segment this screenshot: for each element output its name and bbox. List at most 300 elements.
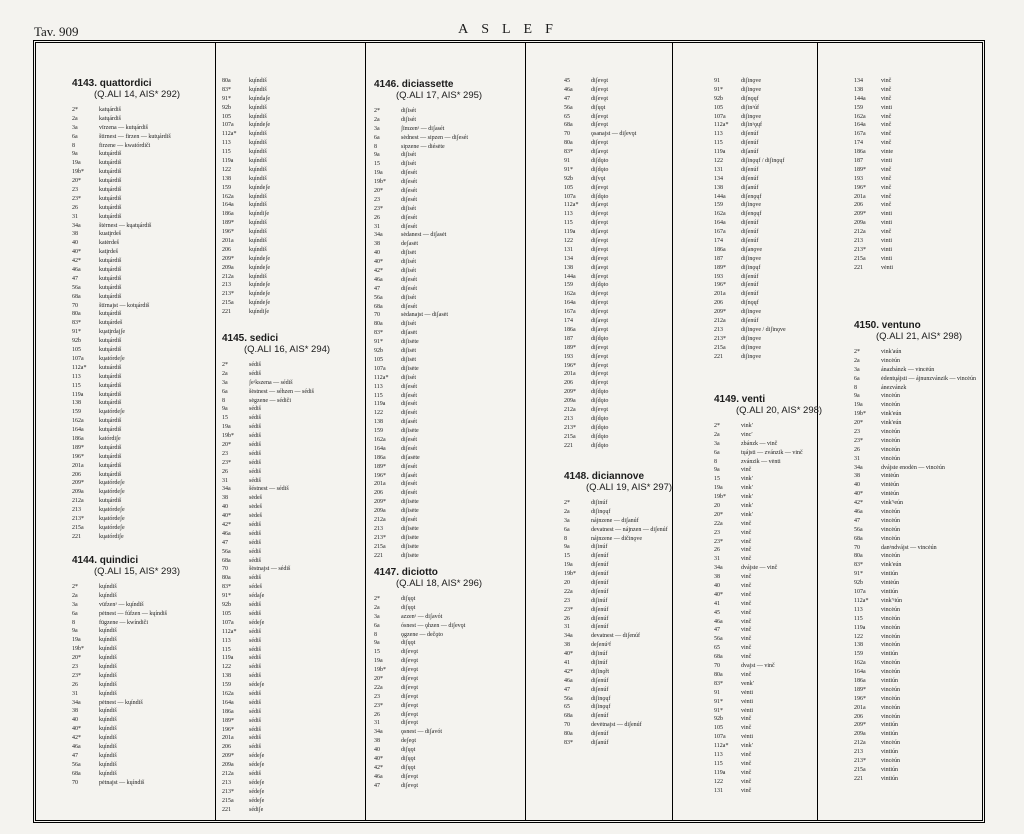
dialect-form: kutųárdeš [99,320,123,327]
entry-row [564,641,704,650]
dialect-form: diʃinǫųf [741,264,761,271]
locality-code: 91* [564,166,573,173]
entry-row [854,184,1016,193]
dialect-form: diʃavǫt [591,229,608,236]
dialect-form: diʃesét [401,179,417,186]
entry-row [564,650,704,659]
entry-row [72,257,194,266]
locality-code: 105 [714,725,723,732]
dialect-form: kųíndiš [99,628,117,635]
entry-row [222,175,340,184]
dialect-form: diʃinǫve / diʃinǫve [741,326,786,333]
dialect-form: vinte [881,149,893,156]
dialect-form: vintiún [881,731,899,738]
entry-row [222,255,340,264]
entry-row [222,193,340,202]
locality-code: 105 [564,184,573,191]
entry-row [714,440,822,449]
locality-code: 215a [564,433,576,440]
entry-row [564,77,704,86]
locality-code: 9a [374,640,380,647]
entry-row [72,204,194,213]
dialect-form: kųíndiš [249,149,267,156]
dialect-form: sédiš [249,637,261,644]
dialect-form: diʃųǫt [401,747,416,754]
entry-row [854,130,1016,139]
dialect-form: vink'eún [881,420,902,427]
locality-code: 186a [854,149,866,156]
entry-row [374,480,518,489]
dialect-form: vinč [741,574,752,581]
entry-row [222,104,340,113]
locality-code: 8 [72,142,75,149]
entry-row [374,320,518,329]
locality-code: 45 [564,78,570,84]
locality-code: 159 [222,682,231,689]
entry-row [222,219,340,228]
dialect-form: kutųárdiš [99,444,122,451]
entry-row [72,497,194,506]
locality-code: 209a [854,220,866,227]
entry-row [72,462,194,471]
locality-code: 159 [854,651,863,658]
locality-code: 189* [222,220,234,227]
entry-row [854,357,1016,366]
dialect-form: diʃenúf [591,624,609,631]
entry-row [564,517,704,526]
locality-code: 3a [222,379,228,386]
dialect-form: ǫsanajst — diʃevǫt [591,131,637,138]
locality-code: 189* [854,686,866,693]
locality-code: 196* [222,229,234,236]
entry-row [72,391,194,400]
entry-row [72,302,194,311]
entry-row [714,335,822,344]
entry-row [854,552,1016,561]
locality-code: 20* [72,655,81,662]
locality-code: 162a [564,291,576,298]
locality-code: 162a [714,211,726,218]
locality-code: 167a [564,309,576,316]
locality-code: 212a [854,740,866,747]
locality-code: 105 [222,610,231,617]
locality-code: 70 [72,779,78,786]
entry-row [564,264,704,273]
locality-code: 34a [854,464,863,471]
section-reference: (Q.ALI 14, AIS* 292) [94,89,181,100]
entry-row [564,508,704,517]
map-section [72,78,194,542]
locality-code: 42* [72,258,81,265]
locality-code: 68a [714,654,723,661]
dialect-form: vinkʹ [741,743,753,750]
locality-code: 80a [854,553,863,560]
dialect-form: diʃenúf [591,686,609,693]
locality-code: 162a [72,418,84,425]
dialect-form: vinč [741,467,752,474]
entry-row [564,113,704,122]
entry-row [714,299,822,308]
dialect-form: diʃesét [401,445,417,452]
entry-row [564,588,704,597]
entry-row [854,419,1016,428]
locality-code: 2* [854,349,860,355]
locality-code: 209* [714,309,726,316]
entry-row [72,186,194,195]
dialect-form: diʃenúf [741,238,759,245]
entry-row [714,787,822,796]
column-divider [365,43,366,820]
entry-row [222,148,340,157]
entry-row [714,86,822,95]
locality-code: 112a* [564,202,579,209]
dialect-form: diʃesét [401,170,417,177]
entry-row [72,346,194,355]
locality-code: 2* [374,596,380,602]
locality-code: 3a [714,440,720,447]
locality-code: 6a [72,610,78,617]
locality-code: 23* [72,672,81,679]
dialect-form: kųatórdiʃe [99,533,124,540]
locality-code: 80a [72,311,81,318]
entry-row [854,201,1016,210]
dialect-form: diʃisét [401,294,416,301]
dialect-form: diʃisét [401,108,416,114]
locality-code: 19a [714,485,723,492]
entry-row [374,604,518,613]
dialect-form: kųíndiš [249,193,267,200]
locality-code: 131 [564,246,573,253]
entry-row [72,222,194,231]
dialect-form: vinč [881,86,892,93]
locality-code: 40* [222,513,231,520]
entry-row [374,311,518,320]
locality-code: 215a [374,543,386,550]
entry-row [222,361,340,370]
locality-code: 113 [72,373,81,380]
locality-code: 19a [72,637,81,644]
entry-row [854,210,1016,219]
dialect-form: diʃasét [401,472,417,479]
entry-row [72,779,194,788]
locality-code: 56a [714,636,723,643]
map-section [714,77,822,362]
locality-code: 15 [374,161,380,168]
locality-code: 20* [222,442,231,449]
locality-code: 213 [854,749,863,756]
entry-row [714,77,822,86]
entry-row [374,347,518,356]
locality-code: 20* [374,188,383,195]
entry-row [72,672,194,681]
dialect-form: kųíndiš [249,246,267,253]
entry-row [72,106,194,115]
entry-row [374,631,518,640]
entry-row [374,303,518,312]
dialect-form: diʃevǫt [401,702,418,709]
section-title: 4145. sedici [222,333,279,344]
entry-row [72,284,194,293]
entry-row [714,308,822,317]
map-section [854,320,1016,784]
atlas-plate [33,40,985,823]
locality-code: 38 [854,473,860,480]
entry-row [714,760,822,769]
entry-row [854,246,1016,255]
dialect-form: diʃųǫt [401,756,416,763]
dialect-form: kųíndaʃe [249,95,270,102]
locality-code: 206 [72,471,81,478]
locality-code: 38 [72,708,78,715]
entry-row [222,77,340,86]
dialect-form: kųatórdeʃe [99,507,125,514]
dialect-form: diʃinǫve [741,335,761,342]
entry-row [72,583,194,592]
locality-code: 209* [564,389,576,396]
locality-code: 167a [854,131,866,138]
dialect-form: diʃevǫt [401,676,418,683]
entry-row [714,166,822,175]
dialect-form: kųíndiš [249,113,267,120]
locality-code: 23* [374,205,383,212]
dialect-form: sédiš [249,735,261,742]
entry-row [222,717,340,726]
entry-row [564,424,704,433]
entry-row [72,248,194,257]
entry-row [714,228,822,237]
dialect-form: ǫsnest — diʃavót [401,729,442,736]
dialect-form: vintėún [881,482,899,489]
entry-row [564,157,704,166]
locality-code: 23 [374,196,380,203]
locality-code: 40 [854,482,860,489]
entry-row [564,308,704,317]
locality-code: 212a [374,516,386,523]
entry-row [222,388,340,397]
locality-code: 187 [714,255,723,262]
entry-row [222,459,340,468]
locality-code: 196* [854,695,866,702]
dialect-form: vinč [741,591,752,598]
locality-code: 112a* [222,131,237,138]
dialect-form: diʃesét [401,463,417,470]
dialect-form: sėdeš [249,504,262,511]
entry-row [714,130,822,139]
entry-row [374,675,518,684]
dialect-form: diʃenǫųf [741,193,762,200]
dialect-form: diʃesét [401,392,417,399]
dialect-form: sédiš [249,406,261,413]
entry-row [374,516,518,525]
dialect-form: vėnti [741,734,753,741]
entry-row [714,175,822,184]
entry-row [374,773,518,782]
locality-code: 212a [564,406,576,413]
entry-row [564,721,704,730]
entry-row [564,623,704,632]
locality-code: 113 [854,606,863,613]
dialect-form: kutųárdiš [99,151,122,158]
locality-code: 196* [222,726,234,733]
entry-row [374,196,518,205]
dialect-form: dvajst — vinč [741,663,775,670]
locality-code: 186a [222,708,234,715]
entry-row [854,739,1016,748]
entry-row [564,237,704,246]
locality-code: 213 [72,507,81,514]
entry-row [564,552,704,561]
dialect-form: vincėún [881,686,900,693]
dialect-form: diʃinúf [591,544,608,551]
entry-row [72,627,194,636]
dialect-form: diʃesét [401,401,417,408]
locality-code: 196* [854,184,866,191]
dialect-form: diʃnǫųf [741,300,759,307]
entry-row [222,397,340,406]
dialect-form: sédeʃe [249,619,265,626]
dialect-form: vincėún [881,517,900,524]
dialect-form: sédiš [249,370,261,377]
entry-row [374,595,518,604]
locality-code: 122 [714,778,723,785]
entry-row [374,338,518,347]
entry-row [714,733,822,742]
locality-code: 68a [72,770,81,777]
dialect-form: diʃdǫto [591,335,609,342]
entry-row [222,290,340,299]
locality-code: 38 [374,738,380,745]
entry-row [714,201,822,210]
dialect-form: katórdiʃe [99,435,121,442]
dialect-form: diʃevǫt [401,684,418,691]
dialect-form: kutųárdiš [99,204,122,211]
entry-row [564,570,704,579]
locality-code: 31 [854,455,860,462]
locality-code: 2* [374,108,380,114]
dialect-form: diʃenúf [591,588,609,595]
locality-code: 68a [564,122,573,129]
locality-code: 215a [222,300,234,307]
entry-row [222,512,340,521]
locality-code: 91* [222,593,231,600]
dialect-form: diʃisét [401,205,416,212]
locality-code: 162a [854,660,866,667]
entry-row [374,240,518,249]
entry-row [374,737,518,746]
locality-code: 113 [222,637,231,644]
locality-code: 68a [222,557,231,564]
entry-row [564,193,704,202]
dialect-form: vinkʹ [741,485,753,492]
dialect-form: diʃevǫt [591,220,608,227]
entry-row [714,715,822,724]
dialect-form: kutųárdiš [99,195,122,202]
entry-row [854,508,1016,517]
locality-code: 65 [564,113,570,120]
entry-row [714,546,822,555]
entry-row [854,633,1016,642]
dialect-form: sédeʃe [249,779,265,786]
entry-row [72,195,194,204]
locality-code: 23* [564,606,573,613]
locality-code: 212a [854,229,866,236]
locality-code: 122 [222,664,231,671]
dialect-form: vinč [741,618,752,625]
dialect-form: vincėún [881,402,900,409]
entry-row [72,435,194,444]
locality-code: 209* [374,499,386,506]
section-title: 4148. diciannove [564,471,645,482]
locality-code: 23* [222,459,231,466]
dialect-form: vėnti [741,689,753,696]
dialect-form: vincėún [881,633,900,640]
entry-row [72,337,194,346]
dialect-form: kųíndiš [249,158,267,165]
locality-code: 122 [222,166,231,173]
dialect-form: diʃinǫve [741,309,761,316]
entry-row [714,493,822,502]
locality-code: 3a [564,517,570,524]
entry-row [72,239,194,248]
locality-code: 40 [222,504,228,511]
dialect-form: kutųárdiš [99,284,122,291]
entry-row [72,355,194,364]
entry-row [374,472,518,481]
dialect-form: vincėún [881,642,900,649]
locality-code: 115 [72,382,81,389]
dialect-form: diʃdǫto [591,398,609,405]
entry-row [854,455,1016,464]
dialect-form: vinč [741,778,752,785]
dialect-form: vincėún [881,615,900,622]
locality-code: 6a [854,375,860,382]
locality-code: 201a [72,462,84,469]
locality-code: 209a [374,508,386,515]
entry-row [374,648,518,657]
dialect-form: vinti [881,104,893,111]
dialect-form: vincėún [881,455,900,462]
locality-code: 159 [72,409,81,416]
dialect-form: vinč [741,751,752,758]
dialect-form: vinč [741,547,752,554]
dialect-form: dvájste — vinč [741,565,778,572]
locality-code: 47 [222,539,228,546]
entry-row [72,619,194,628]
locality-code: 83* [564,740,573,747]
entry-row [854,166,1016,175]
dialect-form: sédiš [249,459,261,466]
entry-row [374,719,518,728]
locality-code: 19a [222,424,231,431]
dialect-form: kutųárdiš [99,453,122,460]
locality-code: 162a [222,690,234,697]
dialect-form: diʃenúf [591,606,609,613]
dialect-form: kųíndiš [99,708,117,715]
entry-row [72,663,194,672]
entry-row [374,445,518,454]
dialect-form: vinč [881,140,892,147]
locality-code: 189* [714,264,726,271]
dialect-form: vūfzenᵃ — kųíndiš [99,601,144,608]
entry-row [854,264,1016,273]
locality-code: 2* [714,423,720,429]
entry-row [854,384,1016,393]
entry-row [222,157,340,166]
entry-row [222,370,340,379]
entry-row [374,409,518,418]
entry-row [564,597,704,606]
locality-code: 38 [72,231,78,238]
